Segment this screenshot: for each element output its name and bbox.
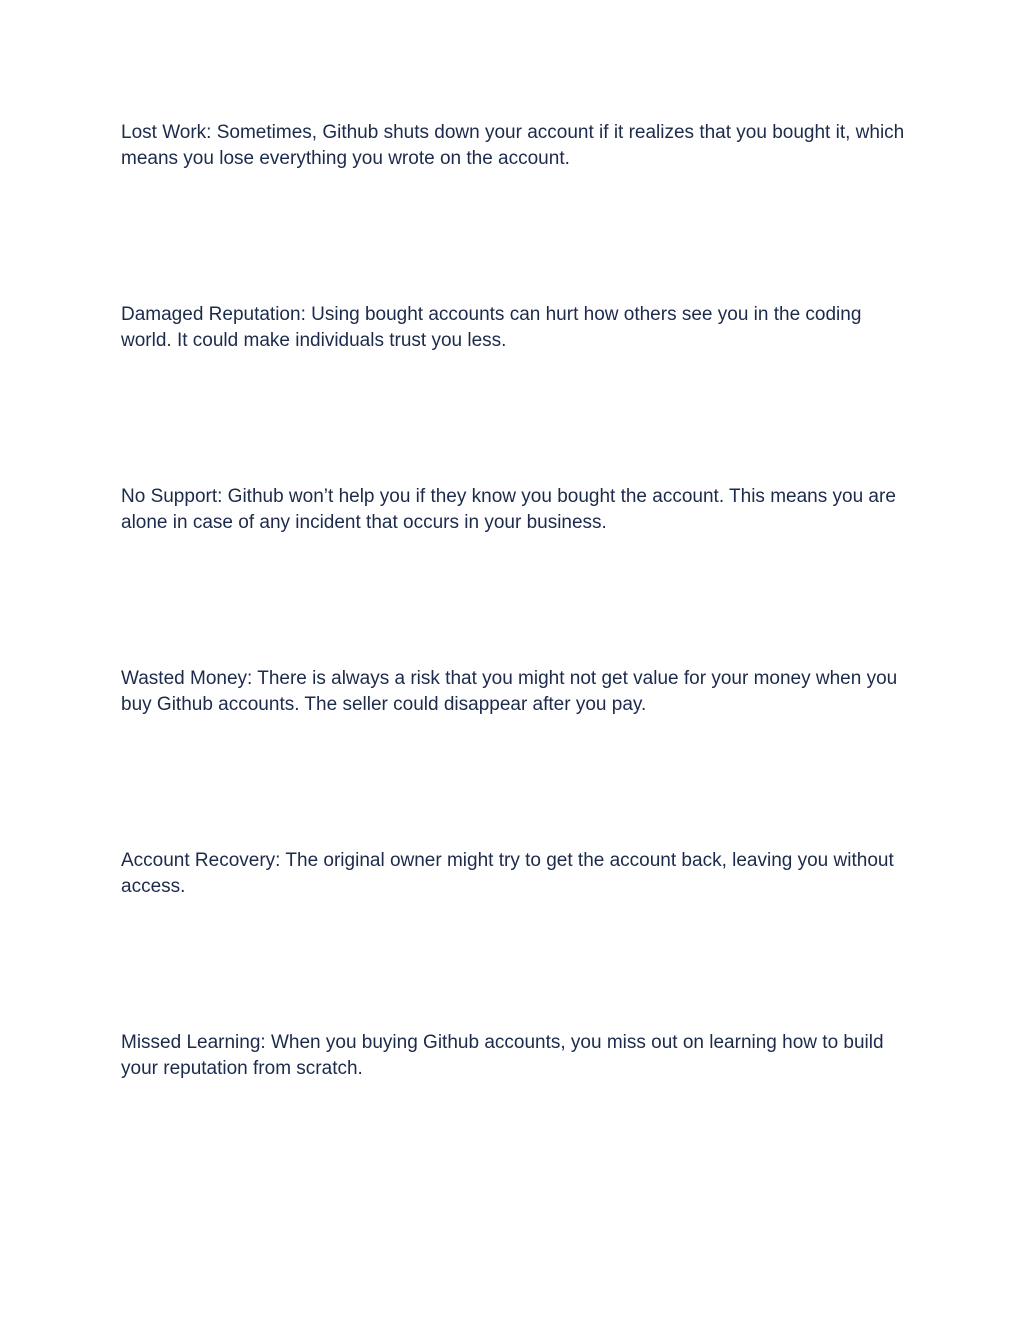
paragraph-wasted-money: Wasted Money: There is always a risk that you might not get value for your money when you buy Github accounts. The seller could disappear after you pay. [121,668,898,715]
paragraph-lost-work: Lost Work: Sometimes, Github shuts down your account if it realizes that you bought it, which means you lose everything you wrote on the account. [121,122,905,169]
paragraph-damaged-reputation: Damaged Reputation: Using bought accounts can hurt how others see you in the coding world. It could make individuals trust you less. [121,304,862,351]
paragraph-account-recovery: Account Recovery: The original owner might try to get the account back, leaving you without access. [121,850,894,897]
paragraph-missed-learning: Missed Learning: When you buying Github accounts, you miss out on learning how to build your reputation from scratch. [121,1032,884,1079]
paragraph-no-support: No Support: Github won’t help you if they know you bought the account. This means you are alone in case of any incident that occurs in your business. [121,486,896,533]
